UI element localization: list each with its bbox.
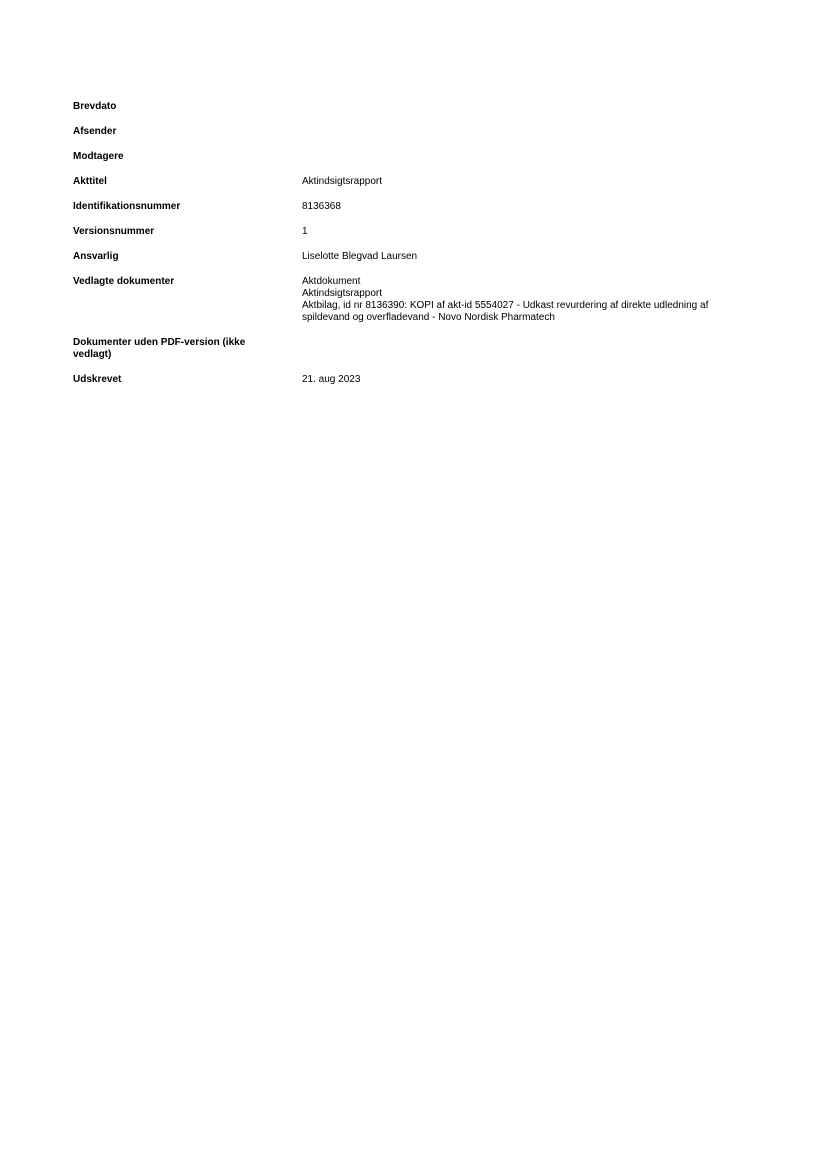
field-identifikationsnummer (73, 201, 753, 213)
akttitel-label: Akttitel (73, 176, 107, 187)
dokumenter-uden-pdf-label-line2: vedlagt) (73, 349, 112, 360)
ansvarlig-label: Ansvarlig (73, 251, 119, 262)
vedlagt-dokument-item: Aktindsigtsrapport (302, 288, 383, 299)
vedlagte-dokumenter-label: Vedlagte dokumenter (73, 276, 175, 287)
afsender-label: Afsender (73, 126, 117, 137)
versionsnummer-value: 1 (302, 226, 308, 237)
field-udskrevet (73, 374, 753, 386)
dokumenter-uden-pdf-label (73, 337, 302, 361)
vedlagte-dokumenter-list (302, 276, 753, 324)
field-dokumenter-uden-pdf (73, 337, 753, 361)
akttitel-value: Aktindsigtsrapport (302, 176, 383, 187)
brevdato-label: Brevdato (73, 101, 117, 112)
field-versionsnummer (73, 226, 753, 238)
field-ansvarlig (73, 251, 753, 263)
field-brevdato (73, 101, 753, 113)
ansvarlig-value: Liselotte Blegvad Laursen (302, 251, 418, 262)
identifikationsnummer-label: Identifikationsnummer (73, 201, 181, 212)
identifikationsnummer-value: 8136368 (302, 201, 341, 212)
modtagere-label: Modtagere (73, 151, 124, 162)
dokumenter-uden-pdf-label-line1: Dokumenter uden PDF-version (ikke (73, 337, 246, 348)
vedlagt-dokument-item: Aktbilag, id nr 8136390: KOPI af akt-id 5554027 - Udkast revurdering af direkte udledning af (302, 300, 709, 311)
document-metadata (73, 101, 753, 386)
field-modtagere (73, 151, 753, 163)
field-vedlagte-dokumenter (73, 276, 753, 324)
udskrevet-value: 21. aug 2023 (302, 374, 361, 385)
field-afsender (73, 126, 753, 138)
vedlagt-dokument-item: Aktdokument (302, 276, 361, 287)
vedlagt-dokument-item-continuation: spildevand og overfladevand - Novo Nordisk Pharmatech (302, 312, 555, 323)
versionsnummer-label: Versionsnummer (73, 226, 155, 237)
field-akttitel (73, 176, 753, 188)
udskrevet-label: Udskrevet (73, 374, 122, 385)
